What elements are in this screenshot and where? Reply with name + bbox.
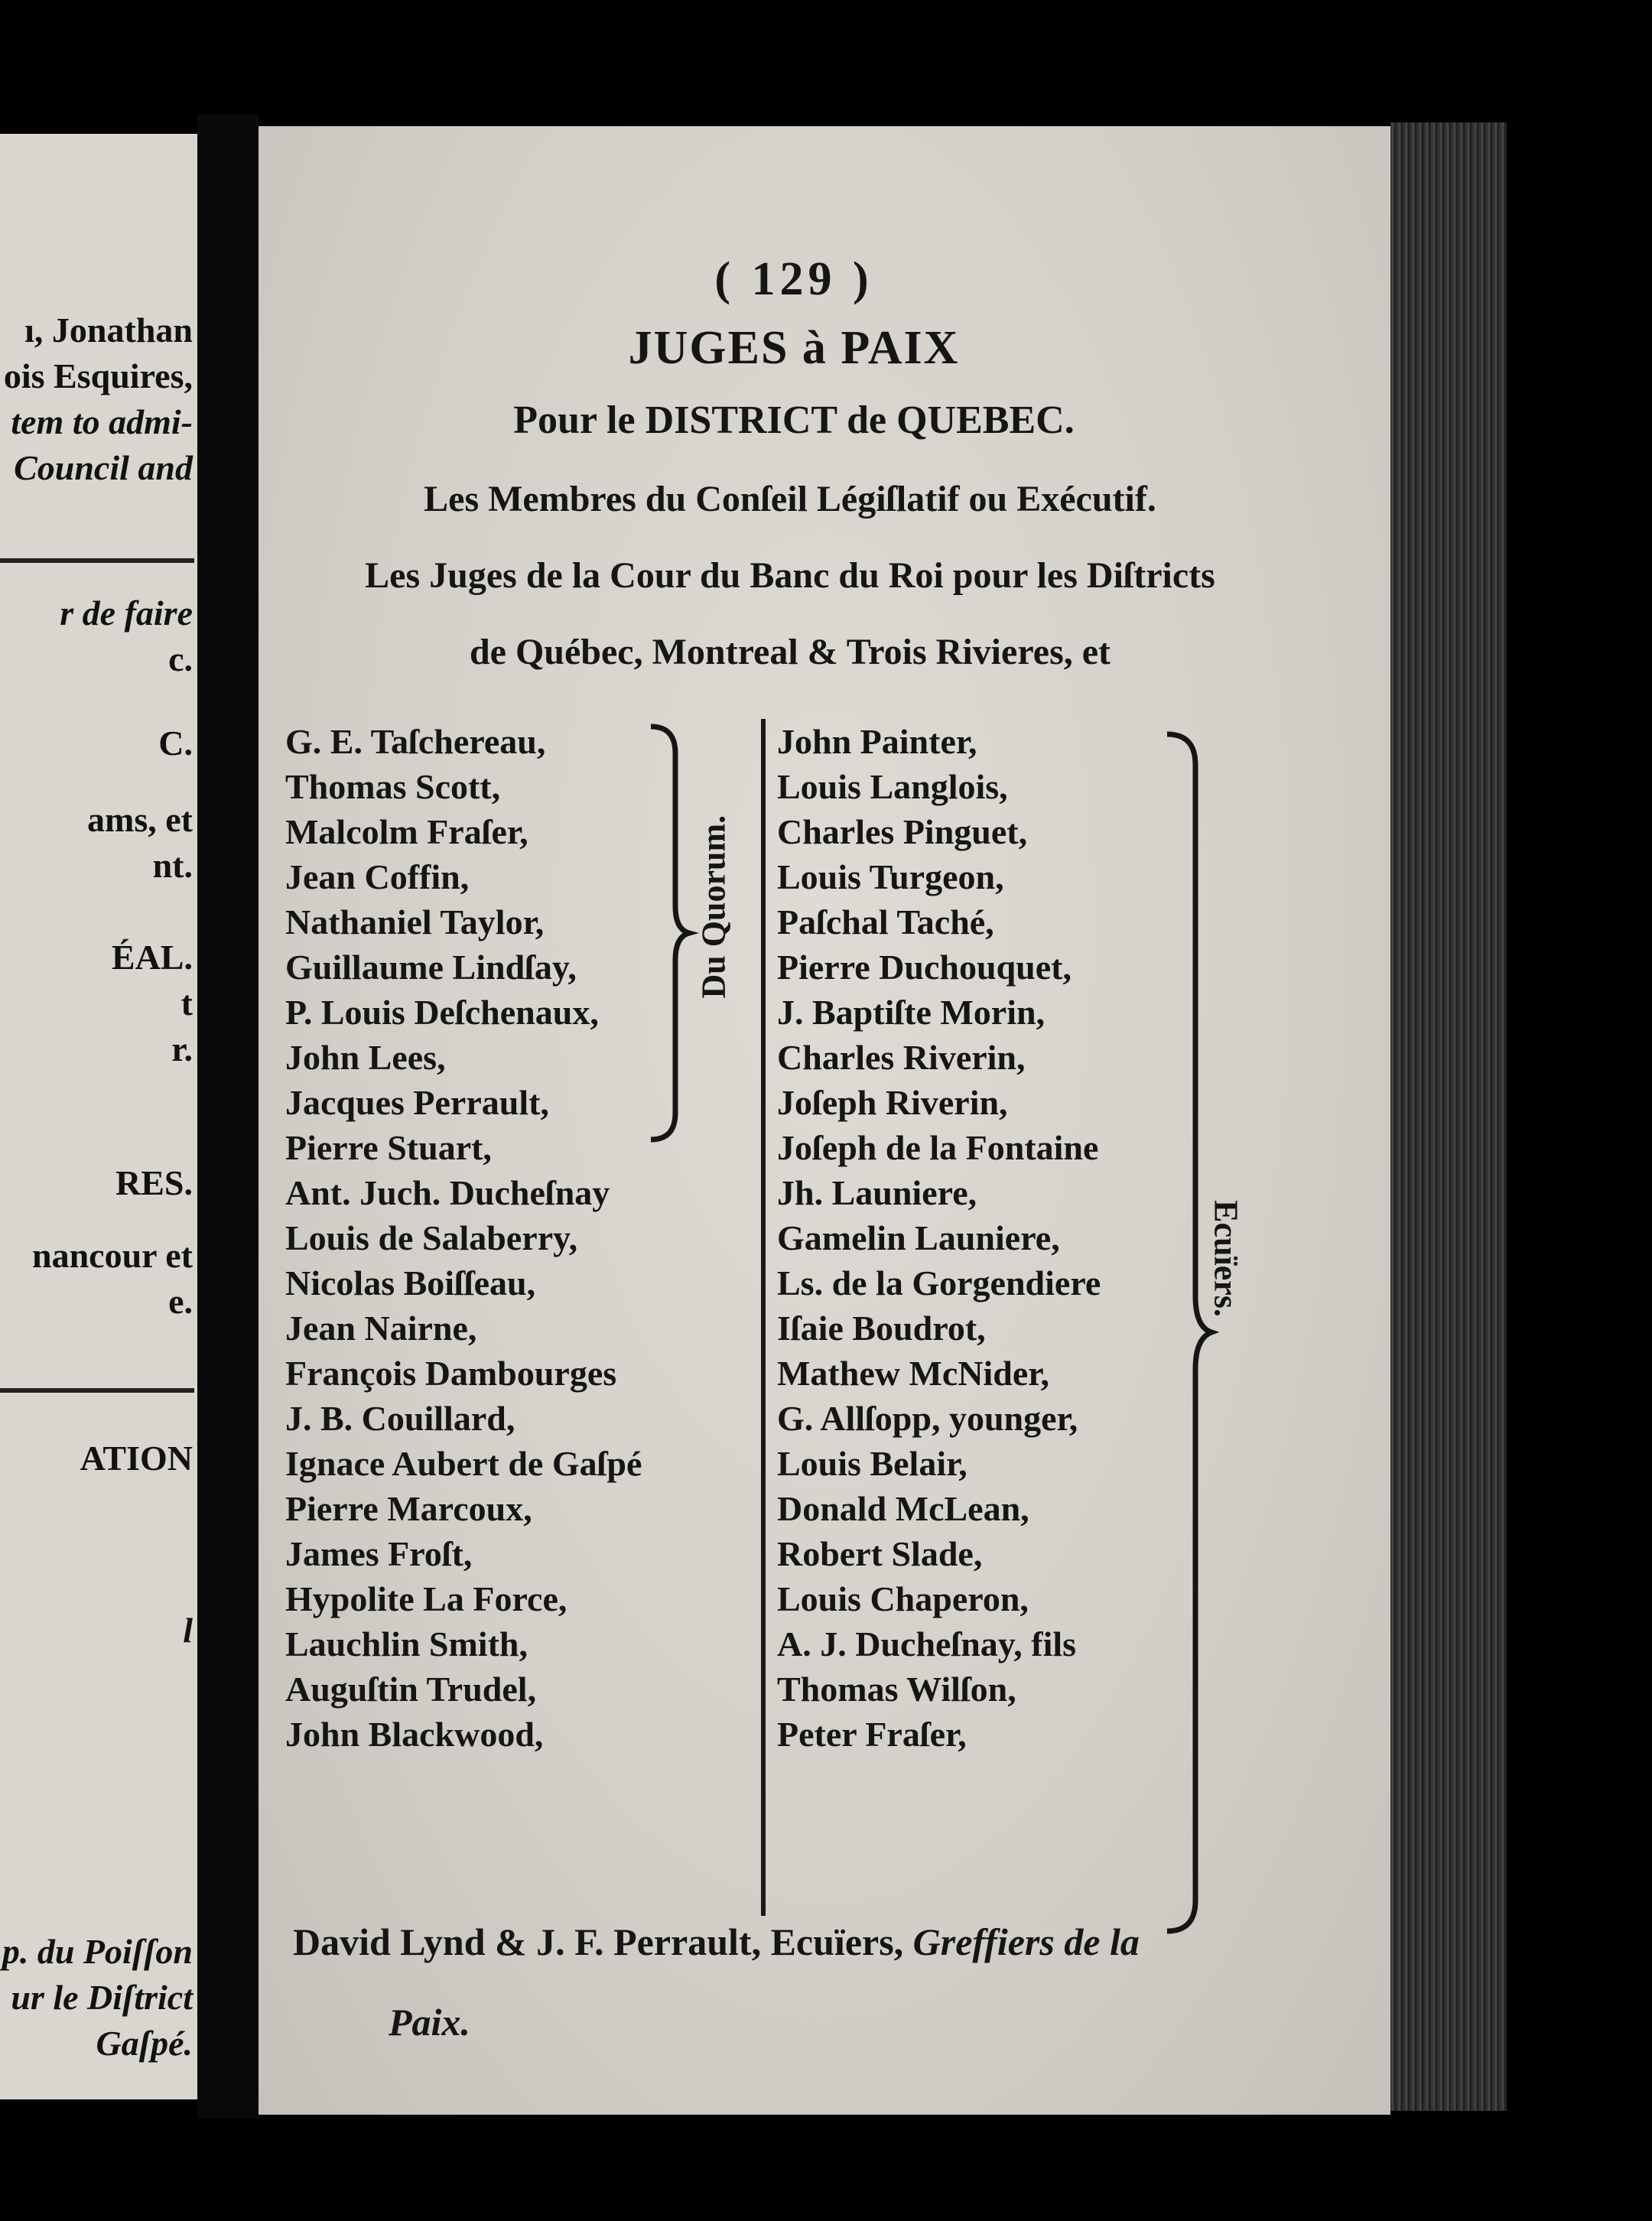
left-fragment: ams, et xyxy=(87,800,193,839)
left-fragment: ur le Diſtrict xyxy=(11,1978,193,2017)
left-fragment: nt. xyxy=(152,846,193,885)
list-item: Charles Riverin, xyxy=(777,1038,1026,1077)
left-fragment: Council and xyxy=(14,448,193,487)
left-rule xyxy=(0,1388,194,1393)
footer-main-text: David Lynd & J. F. Perrault, Ecuïers, xyxy=(293,1920,904,1963)
left-fragment: RES. xyxy=(115,1163,193,1202)
list-item: Lauchlin Smith, xyxy=(285,1624,528,1663)
list-item: G. E. Taſchereau, xyxy=(285,722,546,761)
list-item: Jh. Launiere, xyxy=(777,1173,977,1212)
left-fragment: e. xyxy=(168,1282,193,1321)
page-number: ( 129 ) xyxy=(714,253,873,305)
quorum-label: Du Quorum. xyxy=(694,815,733,999)
left-fragment: t xyxy=(180,984,193,1023)
main-page xyxy=(259,126,1390,2115)
list-item: Ant. Juch. Ducheſnay xyxy=(285,1173,610,1212)
book-gutter xyxy=(197,115,259,2119)
quorum-brace-icon xyxy=(645,723,691,1143)
list-item: Jacques Perrault, xyxy=(285,1083,549,1122)
left-fragment: p. du Poiſſon xyxy=(2,1932,193,1971)
intro-line: Les Juges de la Cour du Banc du Roi pour les Diſtricts xyxy=(365,555,1215,596)
previous-page xyxy=(0,134,197,2099)
left-fragment: r de faire xyxy=(60,593,193,632)
list-item: Iſaie Boudrot, xyxy=(777,1309,986,1348)
list-item: Nathaniel Taylor, xyxy=(285,902,545,941)
list-item: Jean Nairne, xyxy=(285,1309,477,1348)
list-item: J. B. Couillard, xyxy=(285,1399,515,1438)
right-name-list xyxy=(777,719,1205,1757)
list-item: John Blackwood, xyxy=(285,1715,544,1754)
column-divider xyxy=(761,719,766,1916)
list-item: Jean Coffin, xyxy=(285,857,470,896)
footer-italic-text: Greffiers de la xyxy=(912,1920,1140,1963)
left-fragment: ois Esquires, xyxy=(3,356,193,395)
list-item: François Dambourges xyxy=(285,1354,617,1393)
list-item: Joſeph Riverin, xyxy=(777,1083,1008,1122)
intro-line: de Québec, Montreal & Trois Rivieres, et xyxy=(469,632,1111,672)
left-name-list xyxy=(285,719,698,1757)
left-rule xyxy=(0,558,194,563)
list-item: Louis Langlois, xyxy=(777,767,1008,806)
page-subtitle: Pour le DISTRICT de QUEBEC. xyxy=(513,398,1075,442)
list-item: Pierre Marcoux, xyxy=(285,1489,532,1528)
list-item: P. Louis Deſchenaux, xyxy=(285,993,599,1032)
list-item: Peter Fraſer, xyxy=(777,1715,967,1754)
left-fragment: r. xyxy=(171,1029,193,1068)
list-item: Ls. de la Gorgendiere xyxy=(777,1263,1101,1302)
list-item: Hypolite La Force, xyxy=(285,1579,567,1618)
list-item: Guillaume Lindſay, xyxy=(285,948,577,987)
ecuiers-label: Ecuïers. xyxy=(1207,1200,1245,1317)
list-item: John Painter, xyxy=(777,722,977,761)
list-item: J. Baptiſte Morin, xyxy=(777,993,1046,1032)
list-item: Robert Slade, xyxy=(777,1534,983,1573)
left-fragment: C. xyxy=(158,724,193,763)
list-item: Thomas Wilſon, xyxy=(777,1670,1016,1709)
list-item: Thomas Scott, xyxy=(285,767,501,806)
list-item: James Froſt, xyxy=(285,1534,473,1573)
left-fragment: ı, Jonathan xyxy=(24,311,193,350)
list-item: Louis Chaperon, xyxy=(777,1579,1029,1618)
left-fragment: c. xyxy=(168,639,193,678)
list-item: Louis de Salaberry, xyxy=(285,1218,578,1257)
list-item: Gamelin Launiere, xyxy=(777,1218,1060,1257)
list-item: Donald McLean, xyxy=(777,1489,1029,1528)
page-edges xyxy=(1390,122,1507,2111)
list-item: Malcolm Fraſer, xyxy=(285,812,528,851)
list-item: Joſeph de la Fontaine xyxy=(777,1128,1099,1167)
list-item: Pierre Stuart, xyxy=(285,1128,492,1167)
list-item: Paſchal Taché, xyxy=(777,902,994,941)
left-fragment: Gaſpé. xyxy=(96,2024,193,2063)
list-item: A. J. Ducheſnay, fils xyxy=(777,1624,1077,1663)
left-fragment: ATION xyxy=(80,1439,193,1478)
left-fragment: nancour et xyxy=(32,1236,193,1275)
list-item: Louis Belair, xyxy=(777,1444,967,1483)
page-title: JUGES à PAIX xyxy=(628,322,960,374)
list-item: John Lees, xyxy=(285,1038,446,1077)
footer-line xyxy=(293,1920,1140,1964)
list-item: Charles Pinguet, xyxy=(777,812,1028,851)
list-item: Pierre Duchouquet, xyxy=(777,948,1072,987)
left-fragment: tem to admi- xyxy=(11,402,193,441)
list-item: Auguſtin Trudel, xyxy=(285,1670,537,1709)
left-fragment: l xyxy=(183,1611,193,1650)
footer-line-2: Paix. xyxy=(389,2001,470,2044)
list-item: Nicolas Boiſſeau, xyxy=(285,1263,536,1302)
left-fragment: ÉAL. xyxy=(111,938,193,977)
intro-line: Les Membres du Conſeil Légiſlatif ou Exécutif. xyxy=(424,479,1156,519)
list-item: Mathew McNider, xyxy=(777,1354,1049,1393)
list-item: Louis Turgeon, xyxy=(777,857,1004,896)
list-item: G. Allſopp, younger, xyxy=(777,1399,1078,1438)
list-item: Ignace Aubert de Gaſpé xyxy=(285,1444,642,1483)
